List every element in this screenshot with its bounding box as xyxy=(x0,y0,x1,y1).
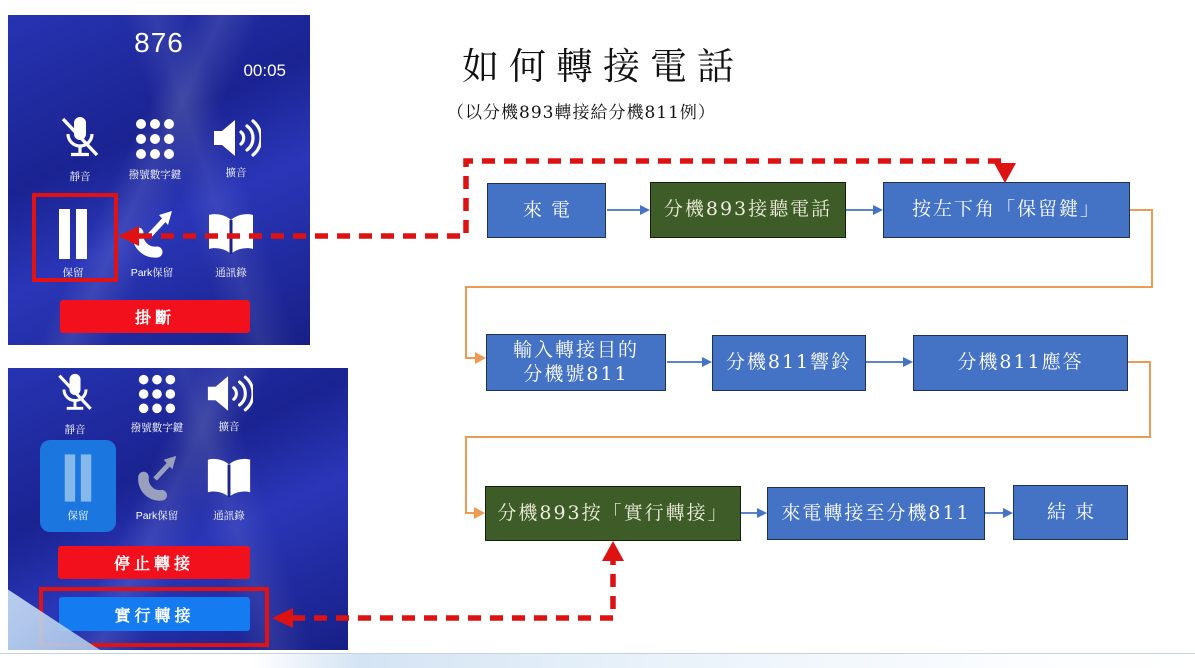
speaker-icon xyxy=(205,372,253,415)
dialpad-icon xyxy=(136,372,178,416)
park-hold-label: Park保留 xyxy=(130,267,174,279)
arrowhead-to-hold-key-box xyxy=(994,163,1016,183)
page-subtitle: （以分機893轉接給分機811例） xyxy=(447,103,716,123)
flow-box-label: 分機811響鈴 xyxy=(725,351,853,374)
flow-box-ext811-rings xyxy=(712,335,866,391)
speaker-button[interactable] xyxy=(188,115,284,180)
handset-arrow-icon xyxy=(132,452,182,504)
flow-box-press-hold-key xyxy=(883,182,1130,238)
dialpad-label: 撥號數字鍵 xyxy=(128,169,182,181)
mute-label: 靜音 xyxy=(64,424,86,436)
flow-box-label: 分機811應答 xyxy=(957,351,1084,374)
slide-footer-strip xyxy=(0,653,1195,668)
microphone-slash-icon xyxy=(55,372,95,418)
flow-box-ext893-press-execute-transfer xyxy=(485,486,741,541)
call-timer: 00:05 xyxy=(243,61,286,80)
stop-transfer-button[interactable]: 停止轉接 xyxy=(58,546,250,579)
speaker-label: 擴音 xyxy=(218,421,240,433)
flow-box-ext893-answers xyxy=(650,182,846,238)
mute-label: 靜音 xyxy=(69,171,91,183)
flow-box-ext811-answers xyxy=(913,335,1128,391)
flow-box-label: 分機893接聽電話 xyxy=(663,198,833,221)
speaker-label: 擴音 xyxy=(225,167,247,179)
hold-label: 保留 xyxy=(62,267,84,279)
flow-box-end xyxy=(1013,485,1128,540)
hold-button-highlight-frame xyxy=(32,193,118,282)
flow-box-label: 來電轉接至分機811 xyxy=(781,501,971,524)
flow-box-incoming-call xyxy=(487,183,606,238)
microphone-slash-icon xyxy=(59,115,101,165)
flow-box-label: 來電 xyxy=(522,198,579,221)
phone-screenshot-transfer xyxy=(8,368,348,650)
flow-box-enter-destination-ext xyxy=(486,334,666,391)
flow-box-label: 按左下角「保留鍵」 xyxy=(911,198,1101,221)
dialpad-icon xyxy=(133,115,177,163)
contacts-label: 通訊錄 xyxy=(215,267,247,279)
open-book-icon xyxy=(205,452,253,504)
handset-arrow-icon xyxy=(126,207,178,261)
flow-box-call-transferred-to-ext811 xyxy=(767,487,985,540)
contacts-button[interactable] xyxy=(181,452,277,523)
flow-box-label: 分機893按「實行轉接」 xyxy=(497,501,729,524)
flow-box-label: 輸入轉接目的 xyxy=(512,338,639,361)
title-block xyxy=(447,36,867,123)
speaker-icon xyxy=(211,115,261,161)
pause-icon xyxy=(61,452,95,504)
flow-box-label-line2: 分機號811 xyxy=(523,362,629,385)
execute-transfer-button[interactable]: 實行轉接 xyxy=(59,597,250,631)
park-hold-label: Park保留 xyxy=(135,510,179,522)
phone-screenshot-active-call xyxy=(8,15,310,345)
caller-number: 876 xyxy=(134,27,184,58)
speaker-button[interactable] xyxy=(181,372,277,434)
contacts-label: 通訊錄 xyxy=(213,510,245,522)
contacts-button[interactable] xyxy=(183,207,279,280)
dialpad-label: 撥號數字鍵 xyxy=(130,422,184,434)
open-book-icon xyxy=(206,207,256,261)
page-title: 如何轉接電話 xyxy=(462,45,744,88)
arrowhead-to-execute-box xyxy=(602,541,624,561)
hold-label: 保留 xyxy=(67,510,89,522)
flow-box-label: 結束 xyxy=(1046,500,1103,523)
hangup-button[interactable]: 掛斷 xyxy=(60,300,250,333)
